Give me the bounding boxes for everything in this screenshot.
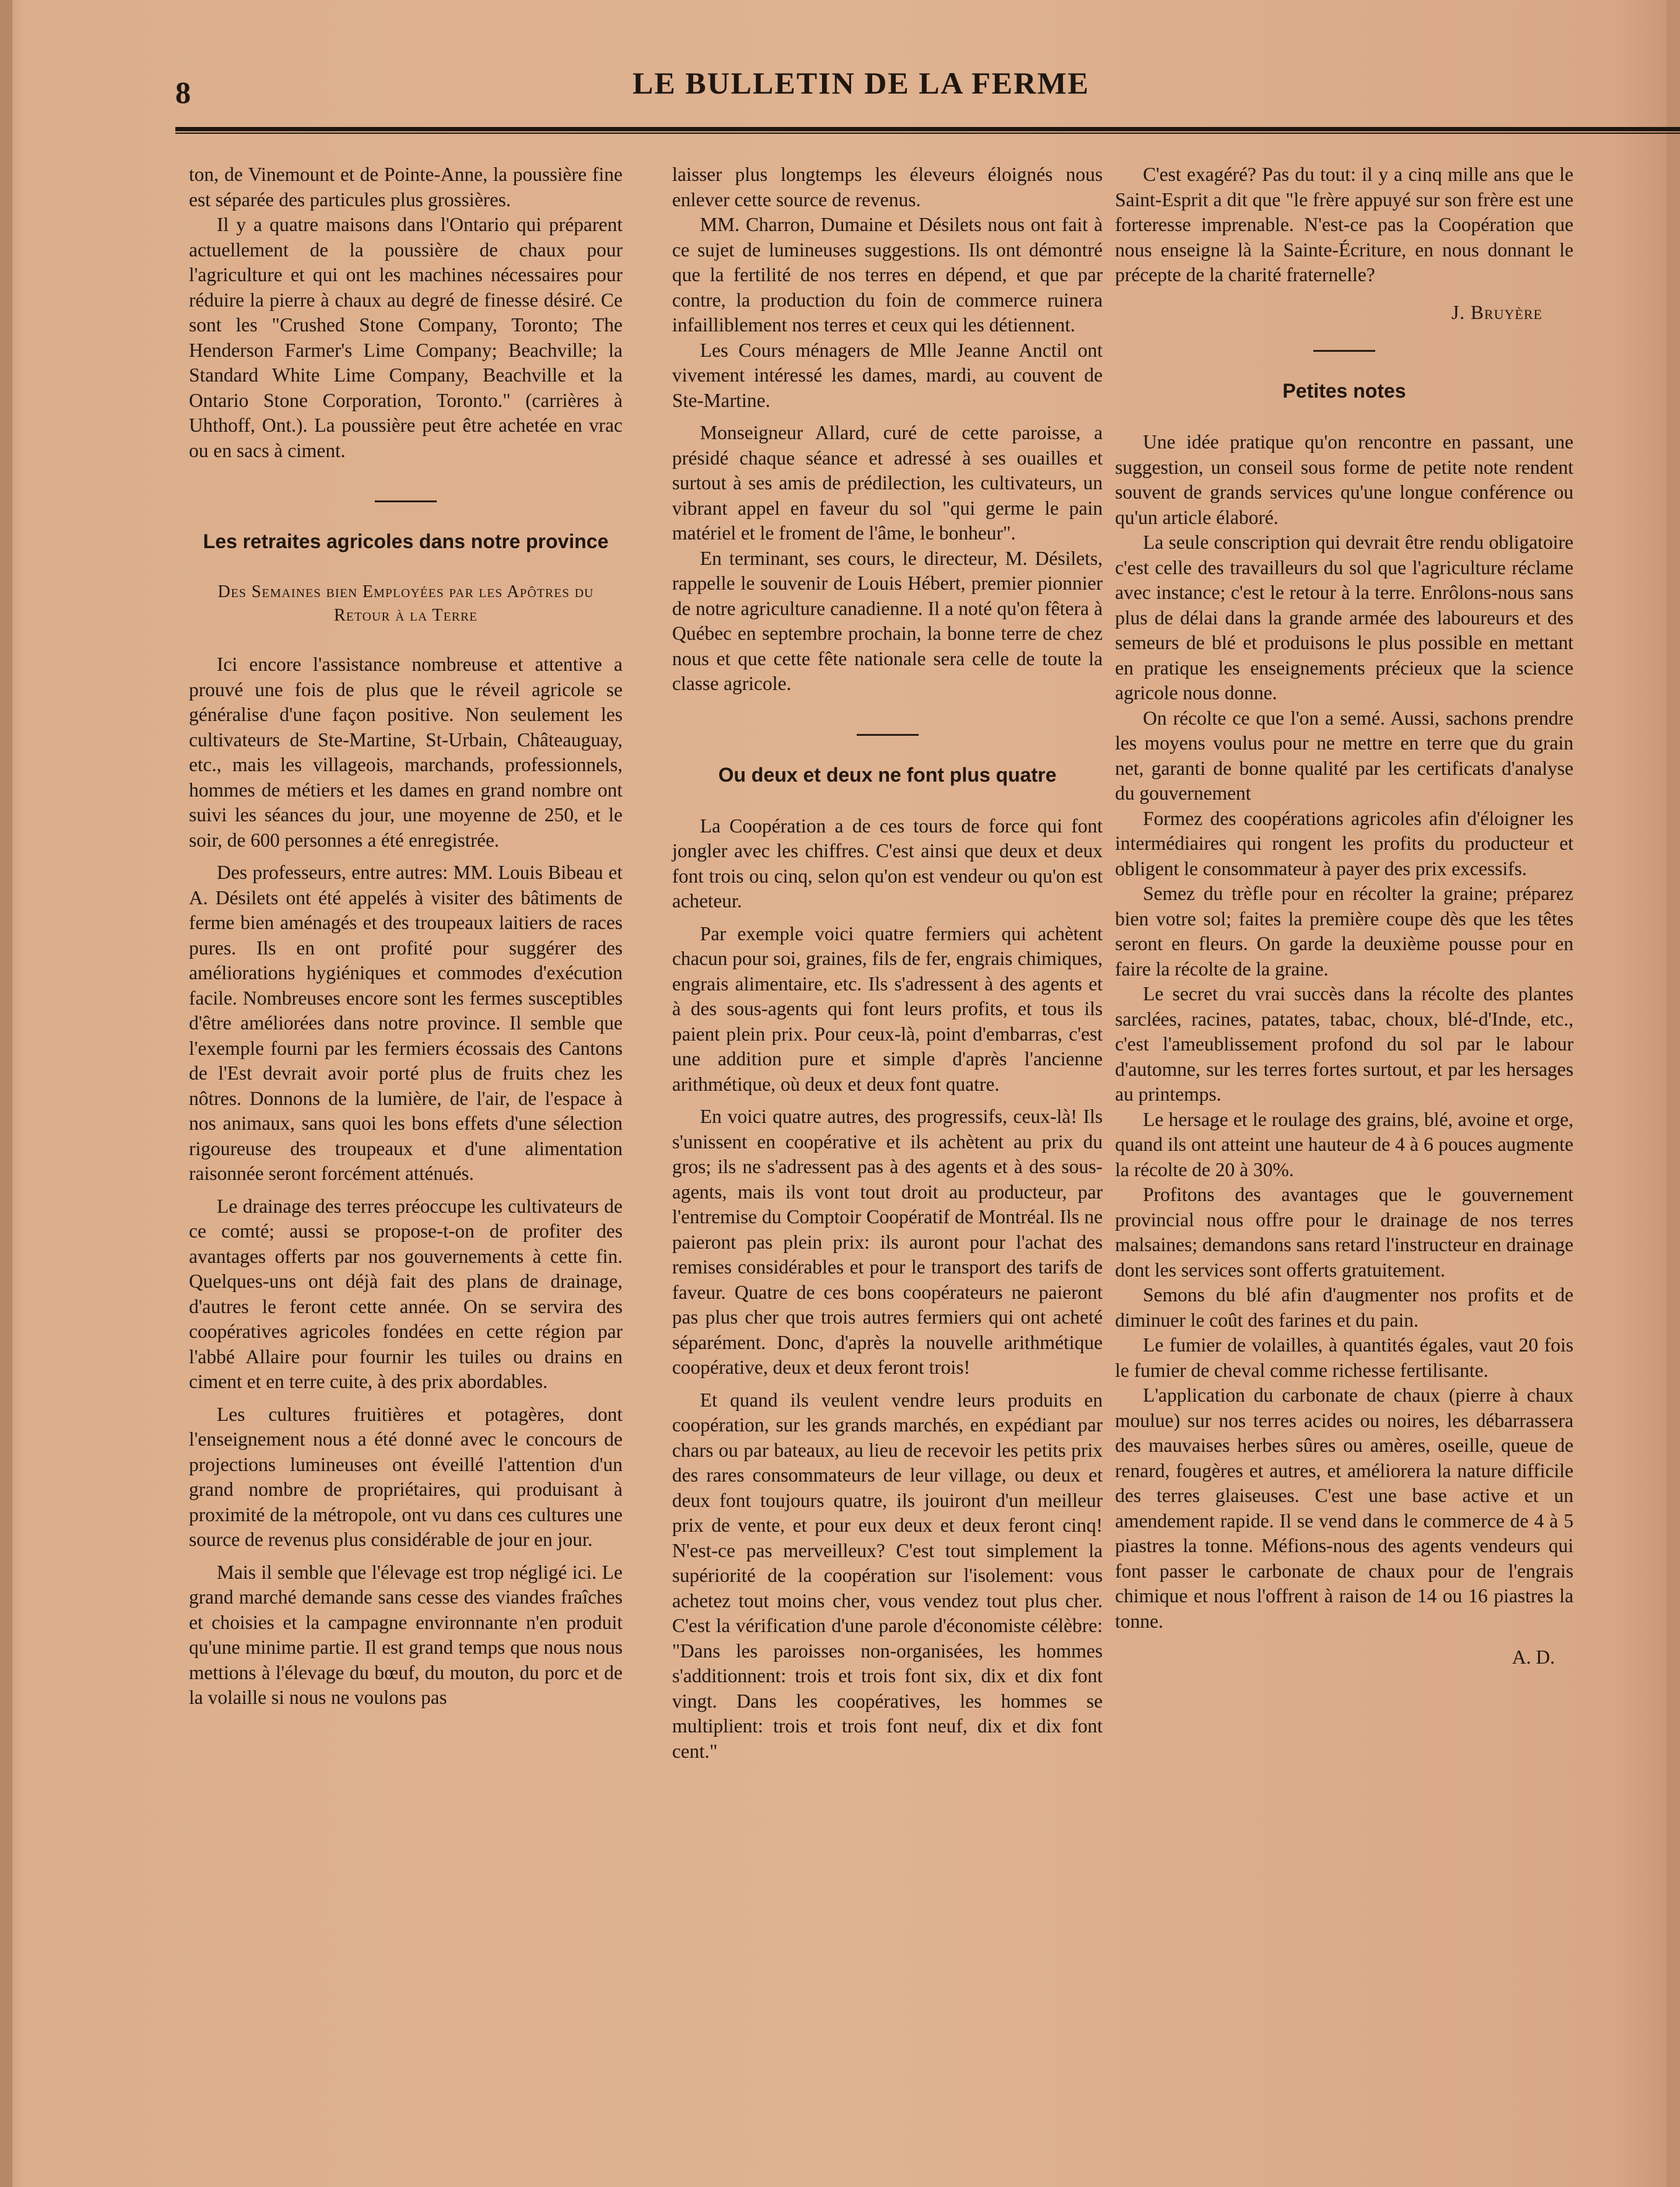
col3-paragraph: C'est exagéré? Pas du tout: il y a cinq mille ans que le Saint-Esprit a dit que "le frère appuyé sur son frère est une forteresse imprenable. N'est-ce pas la Coopération que nous enseigne là la Sainte-Écriture, en nous donnant le précepte de la charité fraternelle? [1115,164,1573,286]
page-edge-right [1666,0,1680,2187]
col2-paragraph: Par exemple voici quatre fermiers qui achètent chacun pour soi, graines, fils de fer, engrais chimiques, engrais alimentaire, etc. Ils s'adressent à des agents et à des sous-agents qui font leurs profits, et tous ils paient plein prix. Pour ceux-là, point d'embarras, c'est une addition pure et simple d'après l'ancienne arithmétique, où deux et deux font quatre. [672,922,1103,1095]
col3-paragraph: La seule conscription qui devrait être rendu obligatoire c'est celle des travailleurs du sol que l'agriculture réclame avec instance; c'est le retour à la terre. Enrôlons-nous sans plus de délai dans la grande armée des laboureurs et des semeurs de blé et produisons le plus possible en mettant en pratique les enseignements précieux que la science agricole nous donne. [1115,531,1573,704]
section-separator [375,500,437,502]
col1-paragraph: Les cultures fruitières et potagères, dont l'enseignement nous a été donné avec le concours de projections lumineuses ont éveillé l'attention d'un grand nombre de propriétaires, qui produisant à proximité de la métropole, ont vu dans ces cultures une source de revenus plus considérable de jour en jour. [189,1403,623,1550]
col1-paragraph: Le drainage des terres préoccupe les cultivateurs de ce comté; aussi se propose-t-on de profiter des avantages offerts par nos gouvernements à cette fin. Quelques-uns ont déjà fait des plans de drainage, d'autres le feront cette année. On se servira des coopératives agricoles fondées en cette région par l'abbé Allaire pour fournir les tuiles ou drains en ciment et en terre cuite, à des prix abordables. [189,1195,623,1392]
col3-paragraph: Le fumier de volailles, à quantités égales, vaut 20 fois le fumier de cheval comme richesse fertilisante. [1115,1334,1573,1381]
col1-paragraph: Des professeurs, entre autres: MM. Louis Bibeau et A. Désilets ont été appelés à visiter des bâtiments de ferme bien aménagés et des troupeaux laitiers de races pures. Ils en ont profité pour suggérer des améliorations hygiéniques et commodes d'exécution facile. Nombreuses encore sont les fermes susceptibles d'être améliorées dans notre province. Il semble que l'exemple fourni par les fermiers écossais des Cantons de l'Est devrait avoir porté plus de fruits chez les nôtres. Donnons de la lumière, de l'air, de l'espace à nos animaux, sans quoi les bons effets d'une sélection rigoureuse des troupeaux et d'une alimentation raisonnée seront forcément atténués. [189,862,623,1184]
col3-paragraph: Une idée pratique qu'on rencontre en passant, une suggestion, un conseil sous forme de petite note rendent souvent de grands services qu'une longue conférence ou qu'un article élaboré. [1115,431,1573,528]
author-signature: J. Bruyère [1451,301,1542,323]
masthead: LE BULLETIN DE LA FERME [632,66,1090,100]
article-heading: Petites notes [1282,380,1406,402]
col2-paragraph: Monseigneur Allard, curé de cette paroisse, a présidé chaque séance et adressé à ses ouailles et surtout à ses amis de prédilection, les cultivateurs, un vibrant appel en faveur du sol "qui germe le pain matériel et le froment de l'âme, le bonheur". [672,422,1103,544]
section-separator [1313,350,1375,352]
col2-paragraph: laisser plus longtemps les éleveurs éloignés nous enlever cette source de revenus. [672,164,1103,211]
col2-paragraph: Et quand ils veulent vendre leurs produits en coopération, sur les grands marchés, en expédiant par chars ou par bateaux, au lieu de recevoir les petits prix des rares consommateurs de leur village, ou deux et deux font toujours quatre, ils jouiront d'un meilleur prix de vente, et pour eux deux et deux feront cinq! N'est-ce pas merveilleux? C'est tout simplement la supériorité de la coopération sur l'isolement: vous achetez tout moins cher, vous vendez tout plus cher. C'est la vérification d'une parole d'économiste célèbre: "Dans les paroisses non-organisées, les hommes s'additionnent: trois et trois font six, dix et dix font vingt. Dans les coopératives, les hommes se multiplient: trois et trois font neuf, dix et dix font cent." [672,1389,1103,1762]
section-separator [857,734,919,736]
col1-paragraph: Mais il semble que l'élevage est trop négligé ici. Le grand marché demande sans cesse des viandes fraîches et choisies et la campagne environnante n'en produit qu'une minime partie. Il est grand temps que nous nous mettions à l'élevage du bœuf, du mouton, du porc et de la volaille si nous ne voulons pas [189,1561,623,1708]
article-heading: Ou deux et deux ne font plus quatre [718,763,1057,786]
column-3 [1115,162,1573,1670]
col1-paragraph: ton, de Vinemount et de Pointe-Anne, la poussière fine est séparée des particules plus grossières. [189,164,623,211]
page-edge-left [0,0,12,2187]
col3-paragraph: Semez du trèfle pour en récolter la graine; préparez bien votre sol; faites la première coupe dès que les têtes seront en fleurs. On garde la deuxième pousse pour en faire la récolte de la graine. [1115,883,1573,980]
col3-paragraph: Le hersage et le roulage des grains, blé, avoine et orge, quand ils ont atteint une hauteur de 4 à 6 pouces augmente la récolte de 20 à 30%. [1115,1108,1573,1181]
col1-paragraph: Il y a quatre maisons dans l'Ontario qui préparent actuellement de la poussière de chaux pour l'agriculture et qui ont les machines nécessaires pour réduire la pierre à chaux au degré de finesse désiré. Ce sont les "Crushed Stone Company, Toronto; The Henderson Farmer's Lime Company; Beachville; la Standard White Lime Company, Beachville et la Ontario Stone Corporation, Toronto." (carrières à Uhthoff, Ont.). La poussière peut être achetée en vrac ou en sacs à ciment. [189,214,623,461]
col2-paragraph: MM. Charron, Dumaine et Désilets nous ont fait à ce sujet de lumineuses suggestions. Ils ont démontré que la fertilité de nos terres en dépend, et que par contre, la production du foin de commerce ruinera infailliblement nos terres et ceux qui les détiennent. [672,214,1103,336]
col2-paragraph: En voici quatre autres, des progressifs, ceux-là! Ils s'unissent en coopérative et ils achètent au prix du gros; ils ne s'adressent pas à des agents et à des sous-agents, mais ils vont tout droit au producteur, par l'entremise du Comptoir Coopératif de Montréal. Ils ne paieront pas plein prix: ils auront pour l'achat des remises considérables et pour le transport des tarifs de faveur. Quatre de ces bons coopérateurs ne paieront pas plus cher que trois autres fermiers qui ont acheté séparément. Donc, d'après la nouvelle arithmétique coopérative, deux et deux feront trois! [672,1106,1103,1378]
col2-paragraph: La Coopération a de ces tours de force qui font jongler avec les chiffres. C'est ainsi que deux et deux font trois ou cinq, selon qu'on est vendeur ou qu'on est acheteur. [672,814,1103,912]
col3-paragraph: Le secret du vrai succès dans la récolte des plantes sarclées, racines, patates, tabac, choux, blé-d'Inde, etc., c'est l'ameublissement profond du sol par le labour d'automne, sur les terres fortes surtout, et par les hersages au printemps. [1115,983,1573,1105]
col3-paragraph: Formez des coopérations agricoles afin d'éloigner les intermédiaires qui rongent les profits du producteur et obligent le consommateur à payer des prix excessifs. [1115,807,1573,880]
article-subheading: Des Semaines bien Employées par les Apôtres du Retour à la Terre [217,582,594,625]
col2-paragraph: Les Cours ménagers de Mlle Jeanne Anctil ont vivement intéressé les dames, mardi, au couvent de Ste-Martine. [672,339,1103,411]
header-rule [175,127,1680,131]
col1-paragraph: Ici encore l'assistance nombreuse et attentive a prouvé une fois de plus que le réveil agricole se généralise d'une façon positive. Non seulement les cultivateurs de Ste-Martine, St-Urbain, Châteauguay, etc., mais les villageois, marchands, professionnels, hommes de métiers et les dames en grand nombre ont suivi les séances du jour, une moyenne de 250, et le soir, de 600 personnes a été enregistrée. [189,653,623,851]
col3-paragraph: Semons du blé afin d'augmenter nos profits et de diminuer le coût des farines et du pain. [1115,1284,1573,1331]
column-1 [189,162,623,1711]
article-heading: Les retraites agricoles dans notre province [203,530,609,552]
page-number: 8 [175,75,191,110]
col2-paragraph: En terminant, ses cours, le directeur, M. Désilets, rappelle le souvenir de Louis Hébert, premier pionnier de notre agriculture canadienne. Il a noté qu'on fêtera à Québec en septembre prochain, la bonne terre de chez nous et que cette fête nationale sera celle de toute la classe agricole. [672,547,1103,694]
col3-paragraph: L'application du carbonate de chaux (pierre à chaux moulue) sur nos terres acides ou noires, les débarrassera des mauvaises herbes sûres ou amères, oseille, queue de renard, fougères et autres, et améliorera la nature difficile des terres glaiseuses. C'est une base active et un amendement rapide. Il se vend dans le commerce de 4 à 5 piastres la tonne. Méfions-nous des agents vendeurs qui font passer le carbonate de chaux pour de l'engrais chimique et nous l'offrent à raison de 14 ou 16 piastres la tonne. [1115,1384,1573,1632]
column-2 [672,162,1103,1764]
col3-paragraph: Profitons des avantages que le gouvernement provincial nous offre pour le drainage de nos terres malsaines; demandons sans retard l'instructeur en drainage dont les services sont offerts gratuitement. [1115,1184,1573,1281]
header-rule-thin [175,133,1680,134]
col3-paragraph: On récolte ce que l'on a semé. Aussi, sachons prendre les moyens voulus pour ne mettre en terre que du grain net, garanti de bonne qualité par les certificats d'analyse du gouvernement [1115,707,1573,804]
author-initials: A. D. [1512,1646,1555,1668]
